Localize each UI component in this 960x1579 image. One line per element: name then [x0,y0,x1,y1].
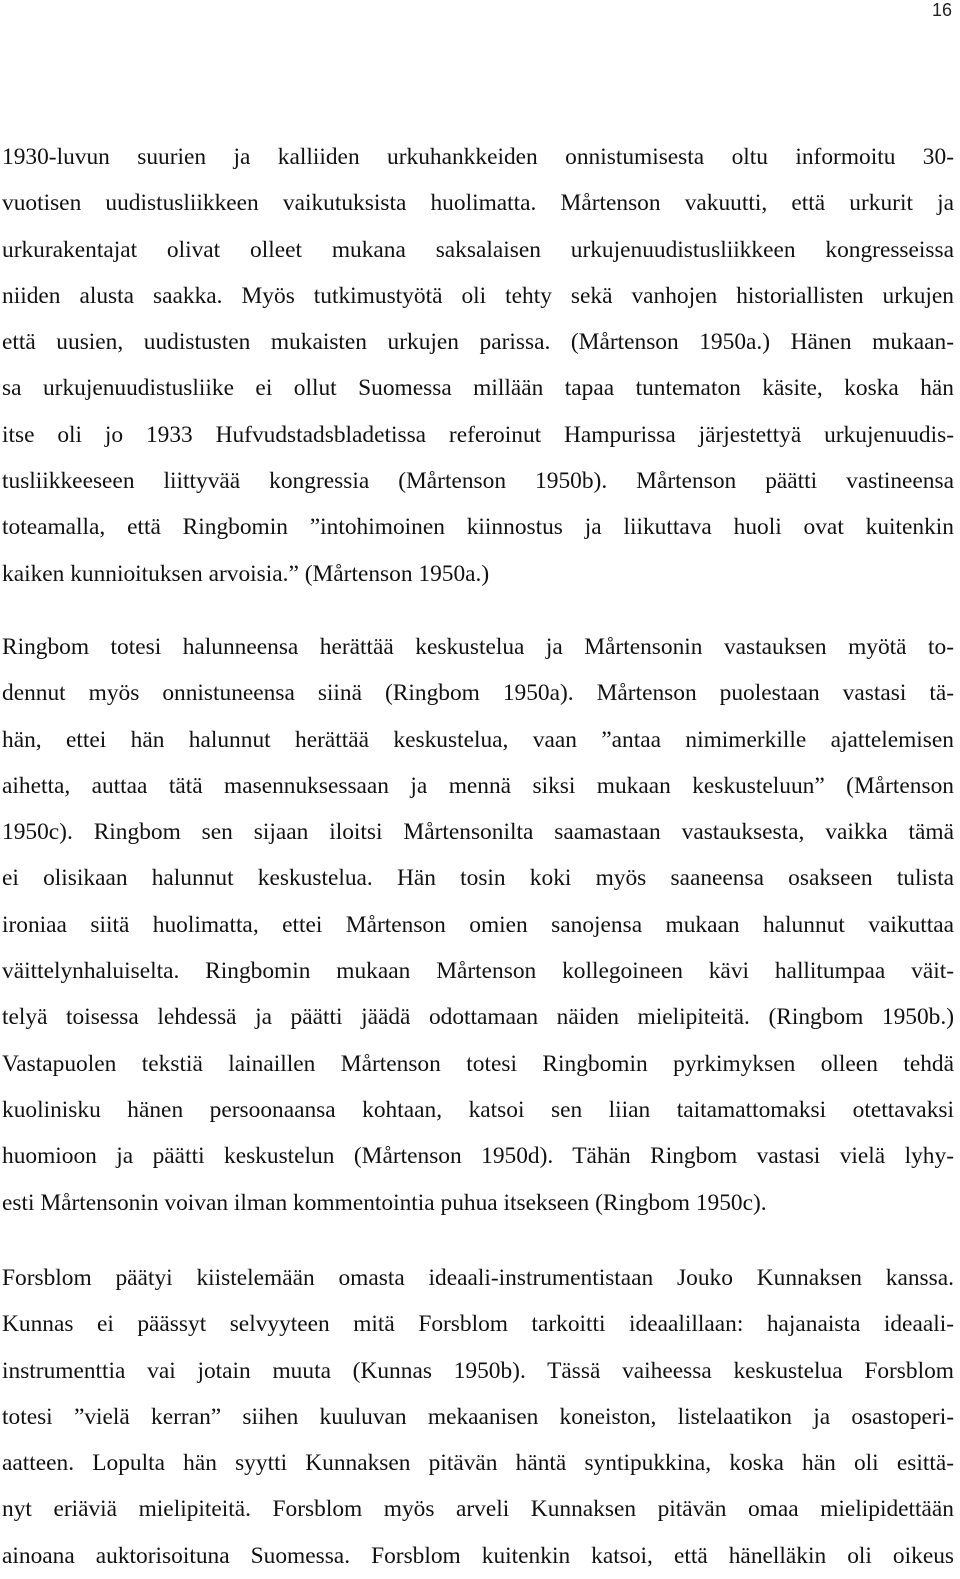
text-line: aihetta, auttaa tätä masennuksessaan ja mennä siksi mukaan keskusteluun” (Mårtenson [2,772,954,799]
text-line: että uusien, uudistusten mukaisten urkujen parissa. (Mårtenson 1950a.) Hänen mukaan- [2,329,954,356]
text-line: dennut myös onnistuneensa siinä (Ringbom 1950a). Mårtenson puolestaan vastasi tä- [2,680,954,707]
text-line: 1950c). Ringbom sen sijaan iloitsi Mårtensonilta saamastaan vastauksesta, vaikka tämä [2,819,954,846]
paragraph-1 [2,134,954,597]
text-line: itse oli jo 1933 Hufvudstadsbladetissa referoinut Hampurissa järjestettyä urkujenuudis- [2,421,954,448]
text-line: ei olisikaan halunnut keskustelua. Hän tosin koki myös saaneensa osakseen tulista [2,865,954,892]
text-line: kuolinisku hänen persoonaansa kohtaan, katsoi sen liian taitamattomaksi otettavaksi [2,1096,954,1123]
text-line: Forsblom päätyi kiistelemään omasta ideaali-instrumentistaan Jouko Kunnaksen kanssa. [2,1265,954,1291]
text-line: hän, ettei hän halunnut herättää keskustelua, vaan ”antaa nimimerkille ajattelemisen [2,726,954,753]
text-line: totesi ”vielä kerran” siihen kuuluvan mekaanisen koneiston, listelaatikon ja osastoperi- [2,1403,954,1430]
text-line: vuotisen uudistusliikkeen vaikutuksista huolimatta. Mårtenson vakuutti, että urkurit ja [2,190,954,217]
text-line: tusliikkeeseen liittyvää kongressia (Mårtenson 1950b). Mårtenson päätti vastineensa [2,468,954,495]
text-line: urkurakentajat olivat olleet mukana saksalaisen urkujenuudistusliikkeen kongresseissa [2,236,954,263]
text-line: Vastapuolen tekstiä lainaillen Mårtenson totesi Ringbomin pyrkimyksen olleen tehdä [2,1050,954,1077]
text-line: väittelynhaluiselta. Ringbomin mukaan Mårtenson kollegoineen kävi hallitumpaa väit- [2,958,954,985]
text-line: ironiaa siitä huolimatta, ettei Mårtenson omien sanojensa mukaan halunnut vaikuttaa [2,911,954,938]
text-line: nyt eriäviä mielipiteitä. Forsblom myös arveli Kunnaksen pitävän omaa mielipidettään [2,1496,954,1523]
text-line: instrumenttia vai jotain muuta (Kunnas 1950b). Tässä vaiheessa keskustelua Forsblom [2,1357,954,1384]
text-line: Kunnas ei päässyt selvyyteen mitä Forsblom tarkoitti ideaalillaan: hajanaista ideaali- [2,1311,954,1338]
text-line: toteamalla, että Ringbomin ”intohimoinen kiinnostus ja liikuttava huoli ovat kuitenkin [2,514,954,541]
text-line: kaiken kunnioituksen arvoisia.” (Mårtenson 1950a.) [2,560,490,587]
text-line: aatteen. Lopulta hän syytti Kunnaksen pitävän häntä syntipukkina, koska hän oli esittä- [2,1450,954,1477]
text-line: 1930-luvun suurien ja kalliiden urkuhankkeiden onnistumisesta oltu informoitu 30- [2,144,954,170]
paragraph-3 [2,1255,954,1579]
text-line: telyä toisessa lehdessä ja päätti jäädä odottamaan näiden mielipiteitä. (Ringbom 1950b.) [2,1004,954,1031]
text-line: sa urkujenuudistusliike ei ollut Suomessa millään tapaa tuntematon käsite, koska hän [2,375,954,402]
text-line: esti Mårtensonin voivan ilman kommentointia puhua itsekseen (Ringbom 1950c). [2,1189,767,1216]
text-line: Ringbom totesi halunneensa herättää keskustelua ja Mårtensonin vastauksen myötä to- [2,634,954,660]
paragraph-2 [2,624,954,1226]
text-line: ainoana auktorisoituna Suomessa. Forsblom kuitenkin katsoi, että hänelläkin oli oikeus [2,1542,954,1569]
text-line: huomioon ja päätti keskustelun (Mårtenson 1950d). Tähän Ringbom vastasi vielä lyhy- [2,1143,954,1170]
page-number: 16 [931,0,952,20]
text-line: niiden alusta saakka. Myös tutkimustyötä oli tehty sekä vanhojen historiallisten urkujen [2,282,954,309]
